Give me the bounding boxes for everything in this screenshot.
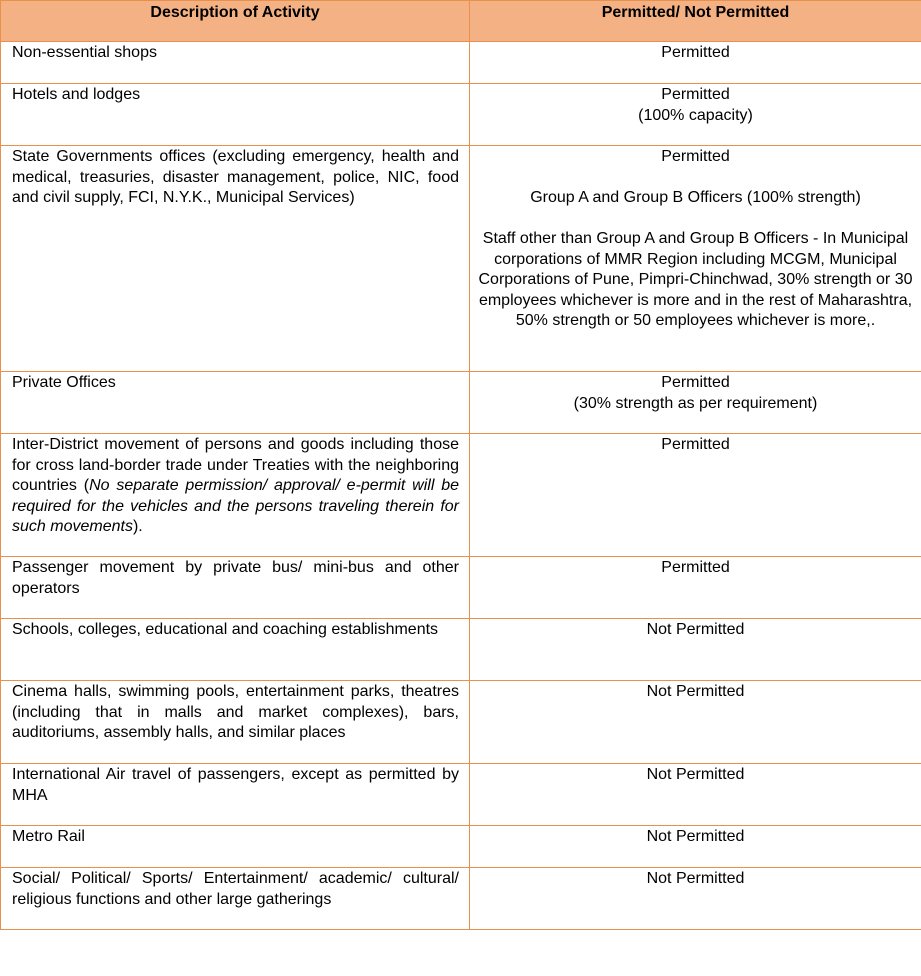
table-row [1, 557, 921, 619]
activity-cell: Hotels and lodges [1, 84, 470, 146]
table-row [1, 434, 921, 557]
table-row [1, 146, 921, 372]
activity-cell: Passenger movement by private bus/ mini-bus and other operators [1, 557, 470, 619]
table-row [1, 826, 921, 868]
status-label: Permitted [661, 86, 730, 103]
activity-cell: Private Offices [1, 372, 470, 434]
status-cell: Not Permitted [470, 619, 921, 681]
table-row [1, 42, 921, 84]
table-row [1, 372, 921, 434]
status-note-detail: Staff other than Group A and Group B Officers - In Municipal corporations of MMR Region including MCGM, Municipal Corporations of Pune, Pimpri-Chinchwad, 30% strength or 30 employees whichever is more and in the rest of Maharashtra, 50% strength or 50 employees whichever is more,. [478, 230, 913, 329]
activity-cell [1, 434, 470, 557]
status-note: (100% capacity) [638, 106, 753, 124]
status-cell: Not Permitted [470, 826, 921, 868]
table-row [1, 84, 921, 146]
status-label: Permitted [661, 148, 730, 165]
status-note: (30% strength as per requirement) [573, 394, 818, 412]
status-cell: Permitted [470, 42, 921, 84]
activity-cell: Cinema halls, swimming pools, entertainment parks, theatres (including that in malls and market complexes), bars, auditoriums, assembly halls, and similar places [1, 681, 470, 764]
table-row [1, 681, 921, 764]
header-description-of-activity: Description of Activity [1, 1, 470, 42]
table-row [1, 619, 921, 681]
activity-italic-note: No separate permission/ approval/ e-permit will be required for the vehicles and the persons traveling therein for such movements [12, 477, 459, 535]
table-row [1, 764, 921, 826]
status-cell: Not Permitted [470, 681, 921, 764]
status-cell [470, 372, 921, 434]
activity-cell: Non-essential shops [1, 42, 470, 84]
activity-cell: Social/ Political/ Sports/ Entertainment/ academic/ cultural/ religious functions and other large gatherings [1, 868, 470, 930]
table-header-row [1, 1, 921, 42]
status-cell: Not Permitted [470, 868, 921, 930]
activity-cell: Schools, colleges, educational and coaching establishments [1, 619, 470, 681]
activity-text: Inter-District movement of persons and goods including those for cross land-border trade under Treaties with the neighboring countries ( [12, 436, 459, 494]
status-note: Group A and Group B Officers (100% strength) [530, 189, 861, 206]
status-cell: Permitted [470, 434, 921, 557]
table-row [1, 868, 921, 930]
activity-text-end: ). [132, 518, 143, 535]
status-cell: Permitted [470, 557, 921, 619]
activity-cell: International Air travel of passengers, except as permitted by MHA [1, 764, 470, 826]
header-permitted-status: Permitted/ Not Permitted [470, 1, 921, 42]
status-cell [470, 84, 921, 146]
status-label: Permitted [661, 374, 730, 391]
activity-cell: State Governments offices (excluding emergency, health and medical, treasuries, disaster management, police, NIC, food and civil supply, FCI, N.Y.K., Municipal Services) [1, 146, 470, 372]
status-cell [470, 146, 921, 372]
status-cell: Not Permitted [470, 764, 921, 826]
activity-cell: Metro Rail [1, 826, 470, 868]
